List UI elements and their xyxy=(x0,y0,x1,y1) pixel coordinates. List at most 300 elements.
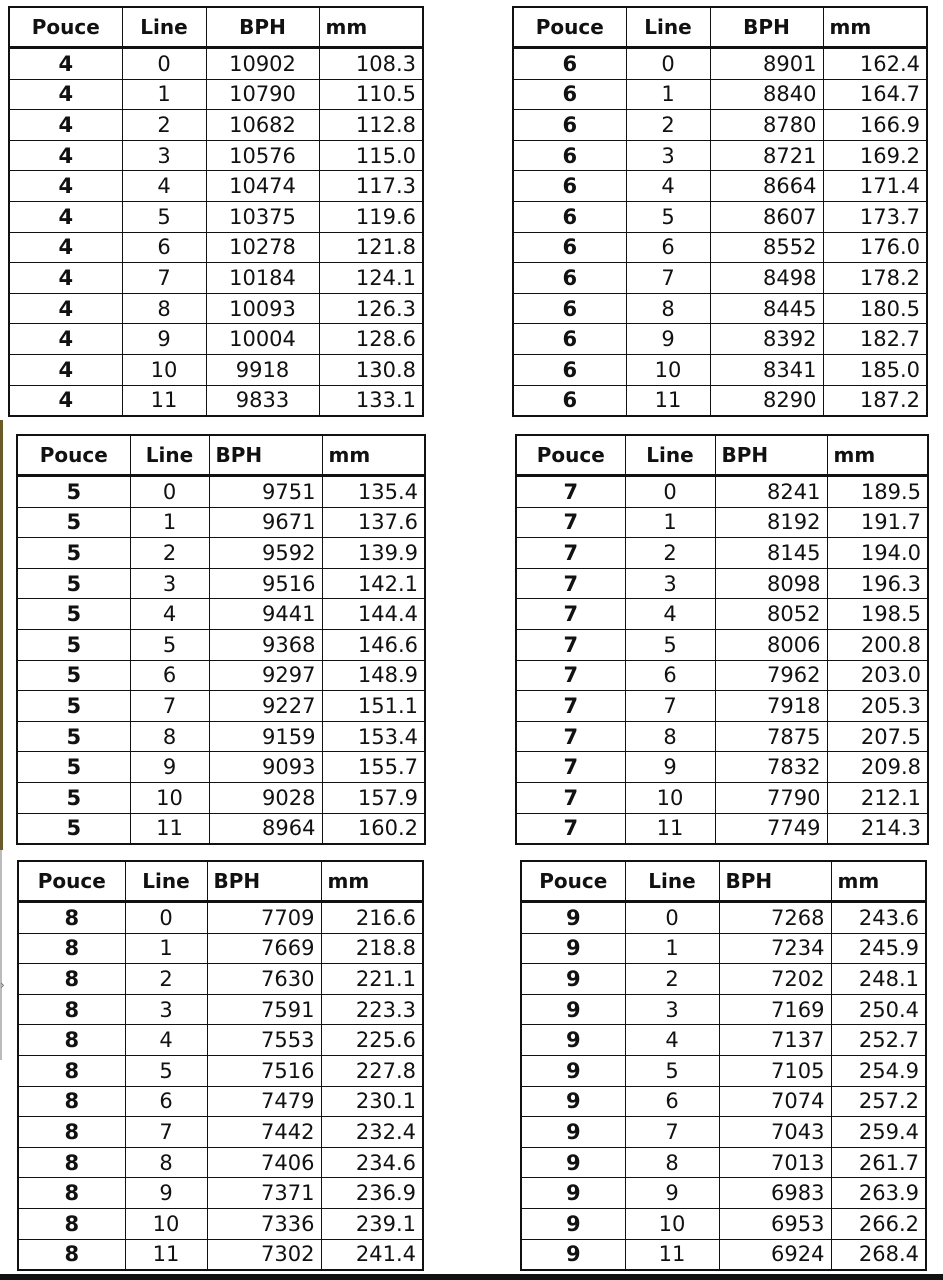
cell-bph: 8552 xyxy=(710,232,823,263)
cell-bph: 7790 xyxy=(715,782,827,813)
header-mm: mm xyxy=(823,7,927,48)
cell-bph: 7630 xyxy=(207,964,321,995)
cell-pouce: 6 xyxy=(513,171,626,202)
cell-mm: 115.0 xyxy=(319,140,423,171)
cell-line: 4 xyxy=(130,599,209,630)
cell-mm: 198.5 xyxy=(827,599,928,630)
cell-bph: 9751 xyxy=(209,476,322,508)
cell-pouce: 7 xyxy=(516,568,625,599)
cell-line: 0 xyxy=(625,902,719,934)
chevron-right-icon: › xyxy=(0,978,5,992)
table-row xyxy=(521,964,926,995)
cell-bph: 8445 xyxy=(710,293,823,324)
cell-bph: 8664 xyxy=(710,171,823,202)
cell-bph: 8780 xyxy=(710,110,823,141)
cell-pouce: 6 xyxy=(513,48,626,80)
table-header-row xyxy=(521,861,926,902)
cell-pouce: 5 xyxy=(17,507,130,538)
cell-pouce: 7 xyxy=(516,691,625,722)
cell-line: 10 xyxy=(122,354,206,385)
cell-pouce: 6 xyxy=(513,79,626,110)
cell-pouce: 4 xyxy=(9,354,122,385)
cell-pouce: 5 xyxy=(17,660,130,691)
cell-mm: 245.9 xyxy=(831,933,926,964)
table-row xyxy=(521,994,926,1025)
cell-bph: 9592 xyxy=(209,538,322,569)
cell-bph: 9297 xyxy=(209,660,322,691)
cell-mm: 126.3 xyxy=(319,293,423,324)
cell-pouce: 4 xyxy=(9,324,122,355)
table-row xyxy=(513,48,927,80)
cell-mm: 180.5 xyxy=(823,293,927,324)
cell-pouce: 7 xyxy=(516,752,625,783)
cell-pouce: 7 xyxy=(516,782,625,813)
cell-mm: 268.4 xyxy=(831,1239,926,1270)
header-bph: BPH xyxy=(715,435,827,476)
cell-mm: 130.8 xyxy=(319,354,423,385)
table-body xyxy=(516,476,928,845)
table-row xyxy=(9,110,423,141)
table-row xyxy=(18,1117,423,1148)
cell-pouce: 4 xyxy=(9,140,122,171)
table-row xyxy=(9,201,423,232)
table-row xyxy=(18,1147,423,1178)
cell-mm: 212.1 xyxy=(827,782,928,813)
cell-line: 8 xyxy=(122,293,206,324)
cell-bph: 8607 xyxy=(710,201,823,232)
cell-pouce: 4 xyxy=(9,48,122,80)
cell-pouce: 7 xyxy=(516,507,625,538)
cell-bph: 10375 xyxy=(206,201,319,232)
cell-line: 6 xyxy=(625,660,715,691)
cell-bph: 10184 xyxy=(206,263,319,294)
cell-pouce: 6 xyxy=(513,354,626,385)
cell-line: 9 xyxy=(130,752,209,783)
bph-table-pouce-7 xyxy=(515,434,929,845)
cell-bph: 10278 xyxy=(206,232,319,263)
cell-pouce: 7 xyxy=(516,476,625,508)
cell-bph: 8392 xyxy=(710,324,823,355)
cell-mm: 243.6 xyxy=(831,902,926,934)
cell-line: 8 xyxy=(130,721,209,752)
cell-line: 4 xyxy=(125,1025,207,1056)
table-row xyxy=(9,324,423,355)
cell-line: 4 xyxy=(625,599,715,630)
cell-bph: 8145 xyxy=(715,538,827,569)
header-bph: BPH xyxy=(710,7,823,48)
table-row xyxy=(18,1055,423,1086)
table-row xyxy=(17,568,425,599)
cell-bph: 10790 xyxy=(206,79,319,110)
cell-pouce: 9 xyxy=(521,1117,625,1148)
table-row xyxy=(18,1208,423,1239)
cell-line: 7 xyxy=(130,691,209,722)
table-row xyxy=(516,538,928,569)
cell-bph: 7875 xyxy=(715,721,827,752)
table-row xyxy=(9,79,423,110)
cell-pouce: 9 xyxy=(521,1055,625,1086)
cell-pouce: 8 xyxy=(18,933,125,964)
cell-pouce: 9 xyxy=(521,1178,625,1209)
cell-line: 11 xyxy=(625,813,715,844)
header-bph: BPH xyxy=(719,861,831,902)
cell-line: 5 xyxy=(130,629,209,660)
table-row xyxy=(18,1178,423,1209)
cell-mm: 128.6 xyxy=(319,324,423,355)
cell-bph: 7302 xyxy=(207,1239,321,1270)
cell-mm: 151.1 xyxy=(322,691,425,722)
cell-pouce: 9 xyxy=(521,1147,625,1178)
cell-pouce: 8 xyxy=(18,1147,125,1178)
header-pouce: Pouce xyxy=(516,435,625,476)
cell-line: 3 xyxy=(130,568,209,599)
cell-line: 1 xyxy=(125,933,207,964)
header-mm: mm xyxy=(322,435,425,476)
table-row xyxy=(513,263,927,294)
cell-mm: 266.2 xyxy=(831,1208,926,1239)
cell-bph: 7709 xyxy=(207,902,321,934)
cell-mm: 144.4 xyxy=(322,599,425,630)
cell-pouce: 5 xyxy=(17,599,130,630)
cell-pouce: 9 xyxy=(521,933,625,964)
cell-pouce: 4 xyxy=(9,201,122,232)
cell-bph: 9833 xyxy=(206,385,319,416)
cell-mm: 223.3 xyxy=(321,994,423,1025)
table-row xyxy=(18,933,423,964)
cell-mm: 194.0 xyxy=(827,538,928,569)
cell-pouce: 4 xyxy=(9,110,122,141)
cell-mm: 221.1 xyxy=(321,964,423,995)
cell-bph: 8341 xyxy=(710,354,823,385)
cell-line: 6 xyxy=(122,232,206,263)
cell-mm: 252.7 xyxy=(831,1025,926,1056)
cell-mm: 166.9 xyxy=(823,110,927,141)
cell-line: 7 xyxy=(625,1117,719,1148)
table-row xyxy=(513,293,927,324)
cell-pouce: 5 xyxy=(17,813,130,844)
table-row xyxy=(516,752,928,783)
table-row xyxy=(513,385,927,416)
cell-line: 6 xyxy=(130,660,209,691)
cell-line: 11 xyxy=(626,385,710,416)
cell-bph: 7074 xyxy=(719,1086,831,1117)
cell-line: 9 xyxy=(125,1178,207,1209)
cell-mm: 112.8 xyxy=(319,110,423,141)
cell-bph: 9368 xyxy=(209,629,322,660)
cell-pouce: 6 xyxy=(513,263,626,294)
cell-line: 3 xyxy=(125,994,207,1025)
cell-mm: 119.6 xyxy=(319,201,423,232)
cell-bph: 7406 xyxy=(207,1147,321,1178)
header-line: Line xyxy=(625,435,715,476)
cell-line: 5 xyxy=(125,1055,207,1086)
cell-line: 2 xyxy=(130,538,209,569)
cell-mm: 259.4 xyxy=(831,1117,926,1148)
cell-line: 9 xyxy=(625,752,715,783)
table-row xyxy=(17,782,425,813)
cell-line: 9 xyxy=(625,1178,719,1209)
cell-bph: 9028 xyxy=(209,782,322,813)
header-line: Line xyxy=(626,7,710,48)
cell-bph: 9671 xyxy=(209,507,322,538)
cell-mm: 173.7 xyxy=(823,201,927,232)
cell-mm: 248.1 xyxy=(831,964,926,995)
cell-line: 5 xyxy=(626,201,710,232)
cell-pouce: 9 xyxy=(521,1239,625,1270)
cell-line: 1 xyxy=(625,933,719,964)
table-row xyxy=(17,599,425,630)
cell-line: 11 xyxy=(122,385,206,416)
table-row xyxy=(18,1239,423,1270)
bph-table-pouce-9 xyxy=(520,860,927,1271)
cell-bph: 10682 xyxy=(206,110,319,141)
cell-mm: 155.7 xyxy=(322,752,425,783)
cell-line: 1 xyxy=(625,507,715,538)
cell-bph: 8840 xyxy=(710,79,823,110)
cell-bph: 8901 xyxy=(710,48,823,80)
header-line: Line xyxy=(122,7,206,48)
cell-pouce: 7 xyxy=(516,599,625,630)
cell-line: 1 xyxy=(626,79,710,110)
table-row xyxy=(17,507,425,538)
cell-line: 4 xyxy=(626,171,710,202)
cell-mm: 236.9 xyxy=(321,1178,423,1209)
cell-mm: 234.6 xyxy=(321,1147,423,1178)
table-row xyxy=(521,1117,926,1148)
cell-mm: 157.9 xyxy=(322,782,425,813)
cell-bph: 7268 xyxy=(719,902,831,934)
header-pouce: Pouce xyxy=(18,861,125,902)
cell-bph: 8006 xyxy=(715,629,827,660)
cell-mm: 108.3 xyxy=(319,48,423,80)
cell-bph: 9441 xyxy=(209,599,322,630)
table-row xyxy=(521,902,926,934)
cell-bph: 7105 xyxy=(719,1055,831,1086)
cell-pouce: 7 xyxy=(516,629,625,660)
cell-pouce: 8 xyxy=(18,994,125,1025)
cell-line: 8 xyxy=(626,293,710,324)
table-row xyxy=(17,476,425,508)
cell-bph: 7479 xyxy=(207,1086,321,1117)
cell-mm: 241.4 xyxy=(321,1239,423,1270)
header-mm: mm xyxy=(831,861,926,902)
cell-mm: 178.2 xyxy=(823,263,927,294)
table-row xyxy=(17,538,425,569)
table-row xyxy=(18,1086,423,1117)
table-row xyxy=(513,232,927,263)
cell-bph: 9516 xyxy=(209,568,322,599)
cell-line: 4 xyxy=(625,1025,719,1056)
table-body xyxy=(17,476,425,845)
cell-line: 8 xyxy=(125,1147,207,1178)
cell-mm: 218.8 xyxy=(321,933,423,964)
cell-pouce: 4 xyxy=(9,293,122,324)
cell-pouce: 5 xyxy=(17,629,130,660)
cell-pouce: 8 xyxy=(18,1025,125,1056)
table-row xyxy=(521,933,926,964)
cell-line: 7 xyxy=(122,263,206,294)
cell-line: 6 xyxy=(125,1086,207,1117)
cell-line: 0 xyxy=(625,476,715,508)
cell-line: 10 xyxy=(625,1208,719,1239)
table-row xyxy=(516,629,928,660)
table-row xyxy=(9,48,423,80)
table-body xyxy=(9,48,423,417)
cell-line: 6 xyxy=(626,232,710,263)
cell-pouce: 8 xyxy=(18,1208,125,1239)
table-row xyxy=(516,599,928,630)
cell-bph: 7918 xyxy=(715,691,827,722)
cell-mm: 169.2 xyxy=(823,140,927,171)
cell-bph: 10576 xyxy=(206,140,319,171)
page-edge-accent xyxy=(0,420,3,850)
table-row xyxy=(516,476,928,508)
header-line: Line xyxy=(125,861,207,902)
cell-pouce: 5 xyxy=(17,691,130,722)
cell-mm: 191.7 xyxy=(827,507,928,538)
bph-table-pouce-5 xyxy=(16,434,426,845)
cell-bph: 9159 xyxy=(209,721,322,752)
table-row xyxy=(9,263,423,294)
cell-mm: 232.4 xyxy=(321,1117,423,1148)
cell-line: 2 xyxy=(625,538,715,569)
cell-bph: 8052 xyxy=(715,599,827,630)
cell-line: 4 xyxy=(122,171,206,202)
cell-pouce: 5 xyxy=(17,782,130,813)
cell-line: 1 xyxy=(130,507,209,538)
cell-pouce: 9 xyxy=(521,994,625,1025)
header-bph: BPH xyxy=(209,435,322,476)
cell-pouce: 8 xyxy=(18,1239,125,1270)
cell-pouce: 5 xyxy=(17,538,130,569)
cell-mm: 239.1 xyxy=(321,1208,423,1239)
table-row xyxy=(18,1025,423,1056)
cell-line: 11 xyxy=(130,813,209,844)
cell-pouce: 5 xyxy=(17,568,130,599)
cell-line: 10 xyxy=(625,782,715,813)
header-mm: mm xyxy=(321,861,423,902)
cell-line: 7 xyxy=(625,691,715,722)
cell-bph: 7169 xyxy=(719,994,831,1025)
cell-line: 11 xyxy=(125,1239,207,1270)
table-row xyxy=(9,232,423,263)
cell-pouce: 4 xyxy=(9,385,122,416)
table-row xyxy=(9,385,423,416)
cell-mm: 254.9 xyxy=(831,1055,926,1086)
cell-line: 3 xyxy=(625,568,715,599)
cell-bph: 7832 xyxy=(715,752,827,783)
table-row xyxy=(9,171,423,202)
cell-mm: 214.3 xyxy=(827,813,928,844)
cell-bph: 9093 xyxy=(209,752,322,783)
cell-mm: 160.2 xyxy=(322,813,425,844)
header-bph: BPH xyxy=(206,7,319,48)
cell-mm: 148.9 xyxy=(322,660,425,691)
cell-line: 1 xyxy=(122,79,206,110)
cell-bph: 10093 xyxy=(206,293,319,324)
cell-bph: 9918 xyxy=(206,354,319,385)
cell-mm: 121.8 xyxy=(319,232,423,263)
cell-line: 9 xyxy=(626,324,710,355)
cell-mm: 209.8 xyxy=(827,752,928,783)
cell-mm: 187.2 xyxy=(823,385,927,416)
cell-mm: 207.5 xyxy=(827,721,928,752)
cell-mm: 230.1 xyxy=(321,1086,423,1117)
page-edge-line xyxy=(0,850,2,1060)
table-row xyxy=(9,354,423,385)
bottom-border xyxy=(0,1274,943,1280)
cell-line: 5 xyxy=(122,201,206,232)
table-row xyxy=(516,813,928,844)
cell-pouce: 8 xyxy=(18,1178,125,1209)
cell-bph: 7202 xyxy=(719,964,831,995)
cell-mm: 142.1 xyxy=(322,568,425,599)
cell-pouce: 4 xyxy=(9,79,122,110)
cell-bph: 7371 xyxy=(207,1178,321,1209)
bph-table-pouce-6 xyxy=(512,6,928,417)
cell-bph: 8192 xyxy=(715,507,827,538)
table-header-row xyxy=(17,435,425,476)
cell-pouce: 8 xyxy=(18,1055,125,1086)
cell-pouce: 8 xyxy=(18,1086,125,1117)
cell-line: 0 xyxy=(125,902,207,934)
cell-mm: 203.0 xyxy=(827,660,928,691)
cell-bph: 6924 xyxy=(719,1239,831,1270)
cell-mm: 176.0 xyxy=(823,232,927,263)
cell-line: 0 xyxy=(626,48,710,80)
cell-bph: 7749 xyxy=(715,813,827,844)
cell-pouce: 6 xyxy=(513,140,626,171)
header-bph: BPH xyxy=(207,861,321,902)
table-header-row xyxy=(513,7,927,48)
cell-line: 2 xyxy=(122,110,206,141)
table-row xyxy=(516,507,928,538)
table-row xyxy=(17,629,425,660)
cell-line: 10 xyxy=(125,1208,207,1239)
cell-mm: 257.2 xyxy=(831,1086,926,1117)
cell-line: 2 xyxy=(626,110,710,141)
table-row xyxy=(513,79,927,110)
cell-bph: 7137 xyxy=(719,1025,831,1056)
cell-line: 11 xyxy=(625,1239,719,1270)
cell-mm: 110.5 xyxy=(319,79,423,110)
cell-pouce: 6 xyxy=(513,201,626,232)
table-row xyxy=(521,1178,926,1209)
cell-bph: 10004 xyxy=(206,324,319,355)
cell-mm: 162.4 xyxy=(823,48,927,80)
cell-pouce: 5 xyxy=(17,476,130,508)
header-mm: mm xyxy=(319,7,423,48)
cell-mm: 196.3 xyxy=(827,568,928,599)
table-row xyxy=(516,721,928,752)
cell-pouce: 9 xyxy=(521,1208,625,1239)
table-row xyxy=(513,140,927,171)
table-row xyxy=(17,691,425,722)
table-row xyxy=(18,964,423,995)
cell-mm: 189.5 xyxy=(827,476,928,508)
cell-pouce: 6 xyxy=(513,293,626,324)
cell-bph: 7553 xyxy=(207,1025,321,1056)
table-row xyxy=(513,324,927,355)
table-row xyxy=(513,171,927,202)
cell-pouce: 7 xyxy=(516,660,625,691)
cell-bph: 7442 xyxy=(207,1117,321,1148)
cell-pouce: 8 xyxy=(18,1117,125,1148)
table-row xyxy=(513,354,927,385)
cell-line: 10 xyxy=(626,354,710,385)
table-row xyxy=(18,994,423,1025)
table-row xyxy=(521,1239,926,1270)
